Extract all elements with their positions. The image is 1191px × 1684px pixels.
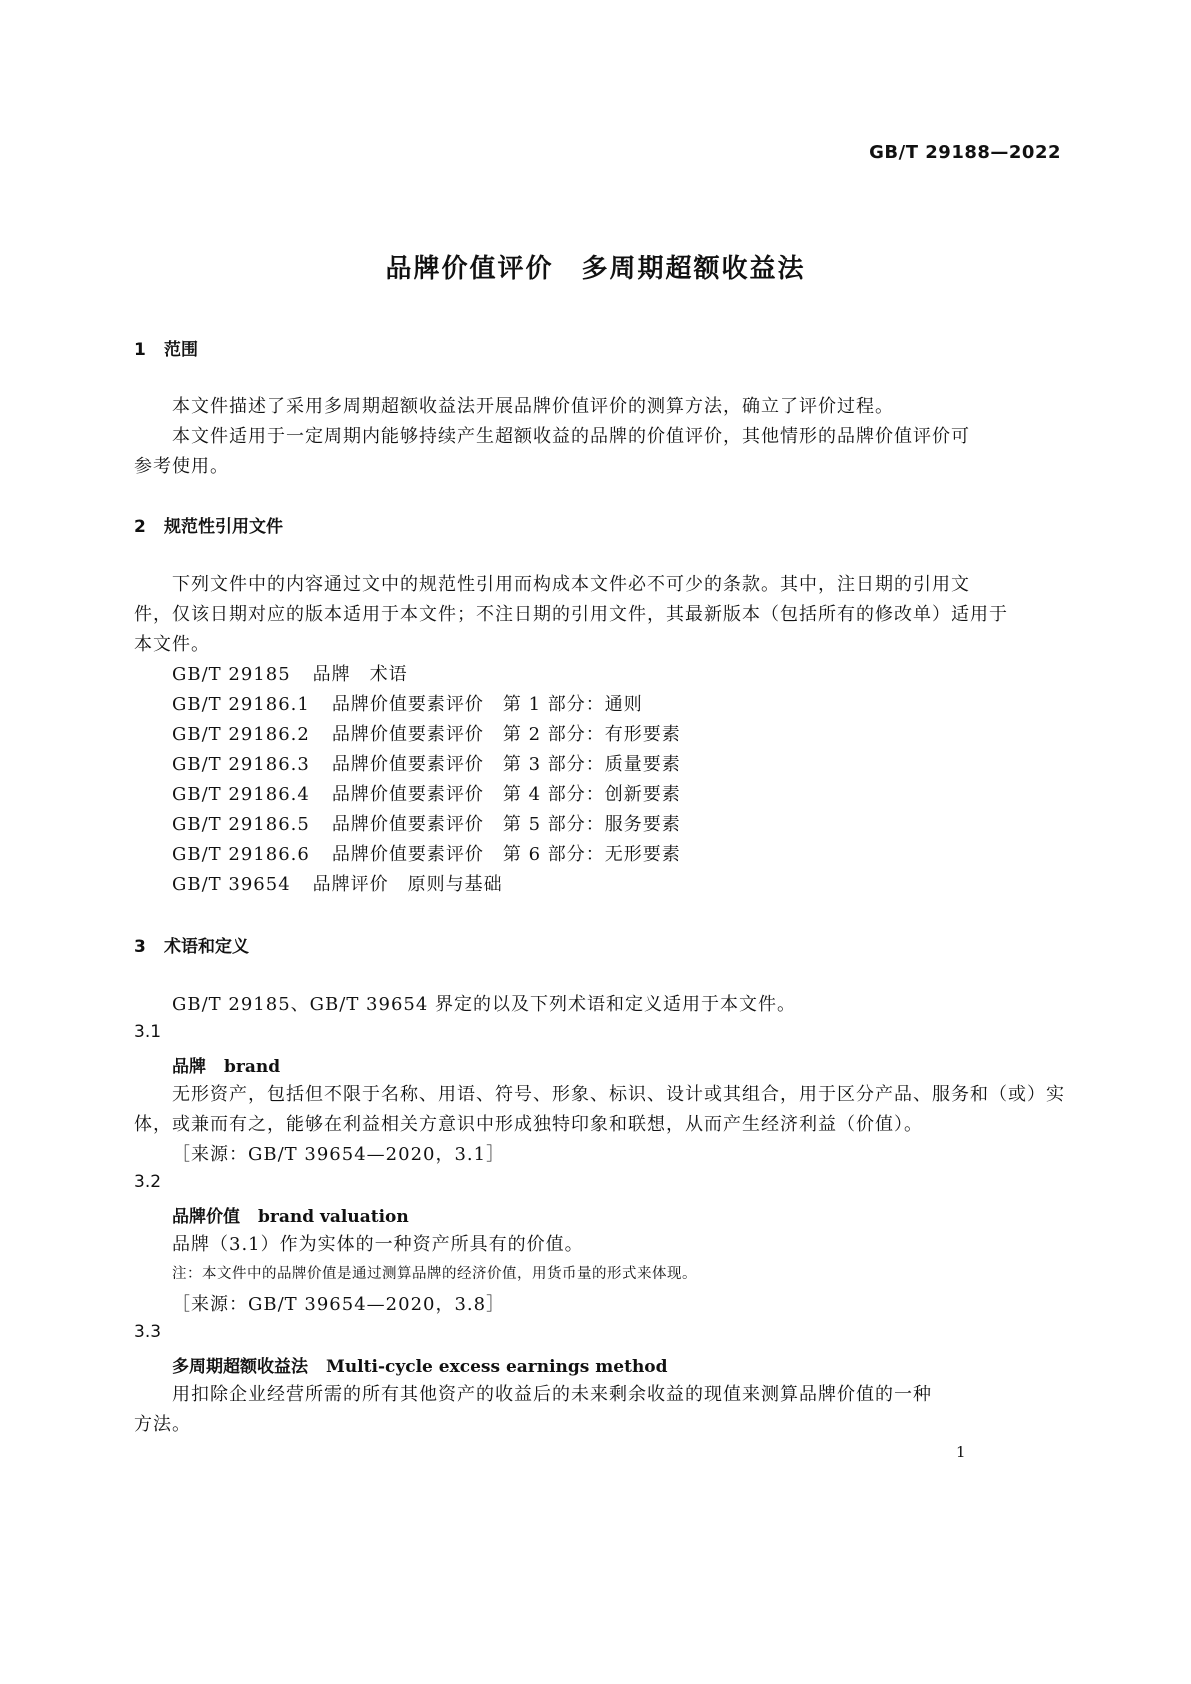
term-en: brand [224,1057,281,1077]
reference-title: 品牌价值要素评价 第 1 部分：通则 [331,694,643,715]
paragraph: 本文件。 [134,634,210,655]
paragraph: 件，仅该日期对应的版本适用于本文件；不注日期的引用文件，其最新版本（包括所有的修改单）适用于 [134,604,1008,625]
reference-item [172,840,681,866]
reference-title: 品牌价值要素评价 第 6 部分：无形要素 [331,844,681,865]
section-heading-scope [134,335,198,360]
term-definition: 用扣除企业经营所需的所有其他资产的收益后的未来剩余收益的现值来测算品牌价值的一种 [172,1384,932,1405]
page-number: 1 [956,1443,966,1461]
term-note: 注：本文件中的品牌价值是通过测算品牌的经济价值，用货币量的形式来体现。 [172,1266,697,1282]
section-number: 3 [134,937,146,957]
reference-title: 品牌价值要素评价 第 3 部分：质量要素 [331,754,681,775]
reference-code: GB/T 29186.6 [172,844,310,865]
term-definition: 无形资产，包括但不限于名称、用语、符号、形象、标识、设计或其组合，用于区分产品、服务和（或）实 [172,1084,1065,1105]
term-number: 3.2 [134,1172,162,1192]
reference-title: 品牌 术语 [312,664,408,685]
reference-item [172,780,681,806]
reference-title: 品牌评价 原则与基础 [312,874,503,895]
reference-title: 品牌价值要素评价 第 4 部分：创新要素 [331,784,681,805]
paragraph: 本文件描述了采用多周期超额收益法开展品牌价值评价的测算方法，确立了评价过程。 [172,396,894,417]
term-definition: 体，或兼而有之，能够在利益相关方意识中形成独特印象和联想，从而产生经济利益（价值）。 [134,1114,923,1135]
paragraph: GB/T 29185、GB/T 39654 界定的以及下列术语和定义适用于本文件。 [172,994,797,1015]
section-title: 术语和定义 [164,937,249,957]
term-number: 3.1 [134,1022,162,1042]
reference-item [172,870,503,896]
reference-title: 品牌价值要素评价 第 2 部分：有形要素 [331,724,681,745]
reference-code: GB/T 29185 [172,664,291,685]
reference-code: GB/T 29186.2 [172,724,310,745]
term-definition: 品牌（3.1）作为实体的一种资产所具有的价值。 [172,1234,584,1255]
paragraph: 参考使用。 [134,456,229,477]
reference-item [172,690,643,716]
term-en: brand valuation [258,1207,409,1227]
reference-title: 品牌价值要素评价 第 5 部分：服务要素 [331,814,681,835]
term-en: Multi-cycle excess earnings method [326,1357,668,1377]
reference-item [172,750,681,776]
section-title: 规范性引用文件 [164,517,283,537]
term-number: 3.3 [134,1322,162,1342]
paragraph: 下列文件中的内容通过文中的规范性引用而构成本文件必不可少的条款。其中，注日期的引用文 [172,574,970,595]
document-title: 品牌价值评价 多周期超额收益法 [385,254,806,284]
section-heading-normative [134,512,283,537]
section-number: 1 [134,340,146,360]
reference-item [172,720,681,746]
section-number: 2 [134,517,146,537]
term-heading [172,1202,409,1227]
standard-code: GB/T 29188—2022 [869,142,1061,163]
term-heading [172,1352,668,1377]
section-title: 范围 [164,340,198,360]
section-heading-terms [134,932,249,957]
term-heading [172,1052,280,1077]
term-zh: 品牌价值 [172,1207,240,1227]
term-zh: 多周期超额收益法 [172,1357,308,1377]
reference-code: GB/T 29186.1 [172,694,310,715]
reference-code: GB/T 39654 [172,874,291,895]
reference-code: GB/T 29186.4 [172,784,310,805]
term-definition: 方法。 [134,1414,191,1435]
reference-item [172,660,408,686]
term-source: ［来源：GB/T 39654—2020，3.1］ [172,1144,506,1165]
reference-code: GB/T 29186.3 [172,754,310,775]
reference-code: GB/T 29186.5 [172,814,310,835]
term-source: ［来源：GB/T 39654—2020，3.8］ [172,1294,506,1315]
reference-item [172,810,681,836]
paragraph: 本文件适用于一定周期内能够持续产生超额收益的品牌的价值评价，其他情形的品牌价值评价可 [172,426,970,447]
term-zh: 品牌 [172,1057,206,1077]
